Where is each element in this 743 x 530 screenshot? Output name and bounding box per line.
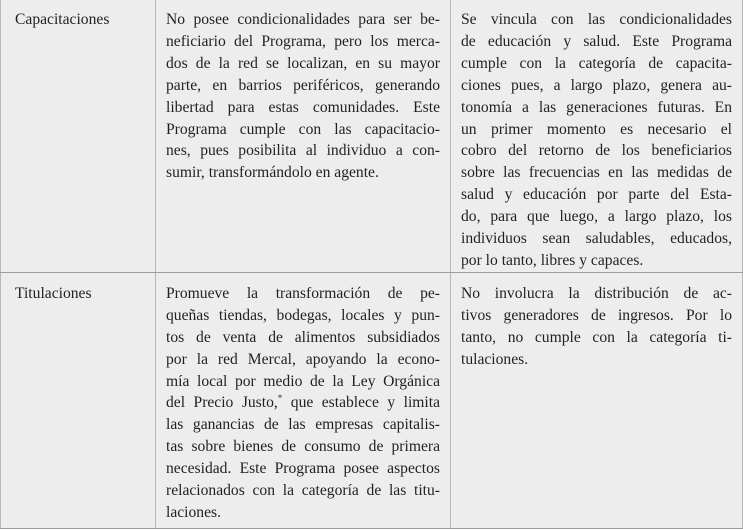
- text-line: por la red Mercal, apoyando la econo-: [166, 350, 440, 368]
- footnote-marker: *: [277, 393, 283, 404]
- text-line: tivos generadores de ingresos. Por lo: [461, 306, 732, 324]
- cell-titulaciones-program-b: [451, 272, 743, 528]
- text-line: nes, pues posibilita al individuo a con-: [166, 142, 440, 160]
- text-line: parte, en barrios periféricos, generando: [166, 76, 440, 94]
- text-line: tulaciones.: [461, 350, 529, 368]
- text-line: sumir, transformándolo en agente.: [166, 164, 379, 182]
- text-line: neficiario del Programa, pero los merca-: [166, 32, 440, 50]
- text-fragment: del Precio Justo,: [166, 394, 278, 412]
- text-fragment: que establece y limita: [290, 394, 440, 412]
- row-label-capacitaciones: Capacitaciones: [1, 0, 156, 272]
- text-line: cobro del retorno de los beneficiarios: [461, 142, 732, 160]
- text-line: Promueve la transformación de pe-: [166, 284, 440, 302]
- text-line: do, para que luego, a largo plazo, los: [461, 208, 732, 226]
- text-line: [166, 392, 440, 414]
- text-line: salud y educación por parte del Esta-: [461, 186, 732, 204]
- text-line: laciones.: [166, 503, 221, 521]
- cell-titulaciones-program-a: [156, 272, 451, 528]
- text-line: un primer momento es necesario el: [461, 120, 732, 138]
- text-line: dos de la red se localizan, en su mayor: [166, 54, 440, 72]
- row-label-titulaciones: Titulaciones: [1, 272, 156, 528]
- text-line: tas sobre bienes de consumo de primera: [166, 438, 440, 456]
- text-line: ciones pues, a largo plazo, genera au-: [461, 76, 732, 94]
- table-row-titulaciones: [1, 272, 743, 528]
- text-line: cumple con la categoría de capacita-: [461, 54, 732, 72]
- text-line: las ganancias de las empresas capitalis-: [166, 416, 440, 434]
- text-line: libertad para estas comunidades. Este: [166, 98, 440, 116]
- text-line: tos de venta de alimentos subsidiados: [166, 328, 440, 346]
- text-line: necesidad. Este Programa posee aspectos: [166, 460, 440, 478]
- text-line: relacionados con la categoría de las titu-: [166, 482, 440, 500]
- text-line: No involucra la distribución de ac-: [461, 284, 732, 302]
- text-line: mía local por medio de la Ley Orgánica: [166, 372, 440, 390]
- cell-capacitaciones-program-a: [156, 0, 451, 272]
- text-line: individuos sean saludables, educados,: [461, 230, 732, 248]
- text-line: queñas tiendas, bodegas, locales y pun-: [166, 306, 440, 324]
- text-line: tonomía a las generaciones futuras. En: [461, 98, 732, 116]
- text-line: de educación y salud. Este Programa: [461, 32, 732, 50]
- text-line: sobre las frecuencias en las medidas de: [461, 164, 732, 182]
- table-row-capacitaciones: [1, 0, 743, 272]
- cell-capacitaciones-program-b: [451, 0, 743, 272]
- text-line: Programa cumple con las capacitacio-: [166, 120, 440, 138]
- text-line: tanto, no cumple con la categoría ti-: [461, 328, 732, 346]
- text-line: por lo tanto, libres y capaces.: [461, 251, 644, 269]
- text-line: No posee condicionalidades para ser be-: [166, 11, 440, 28]
- text-line: Se vincula con las condicionalidades: [461, 11, 732, 28]
